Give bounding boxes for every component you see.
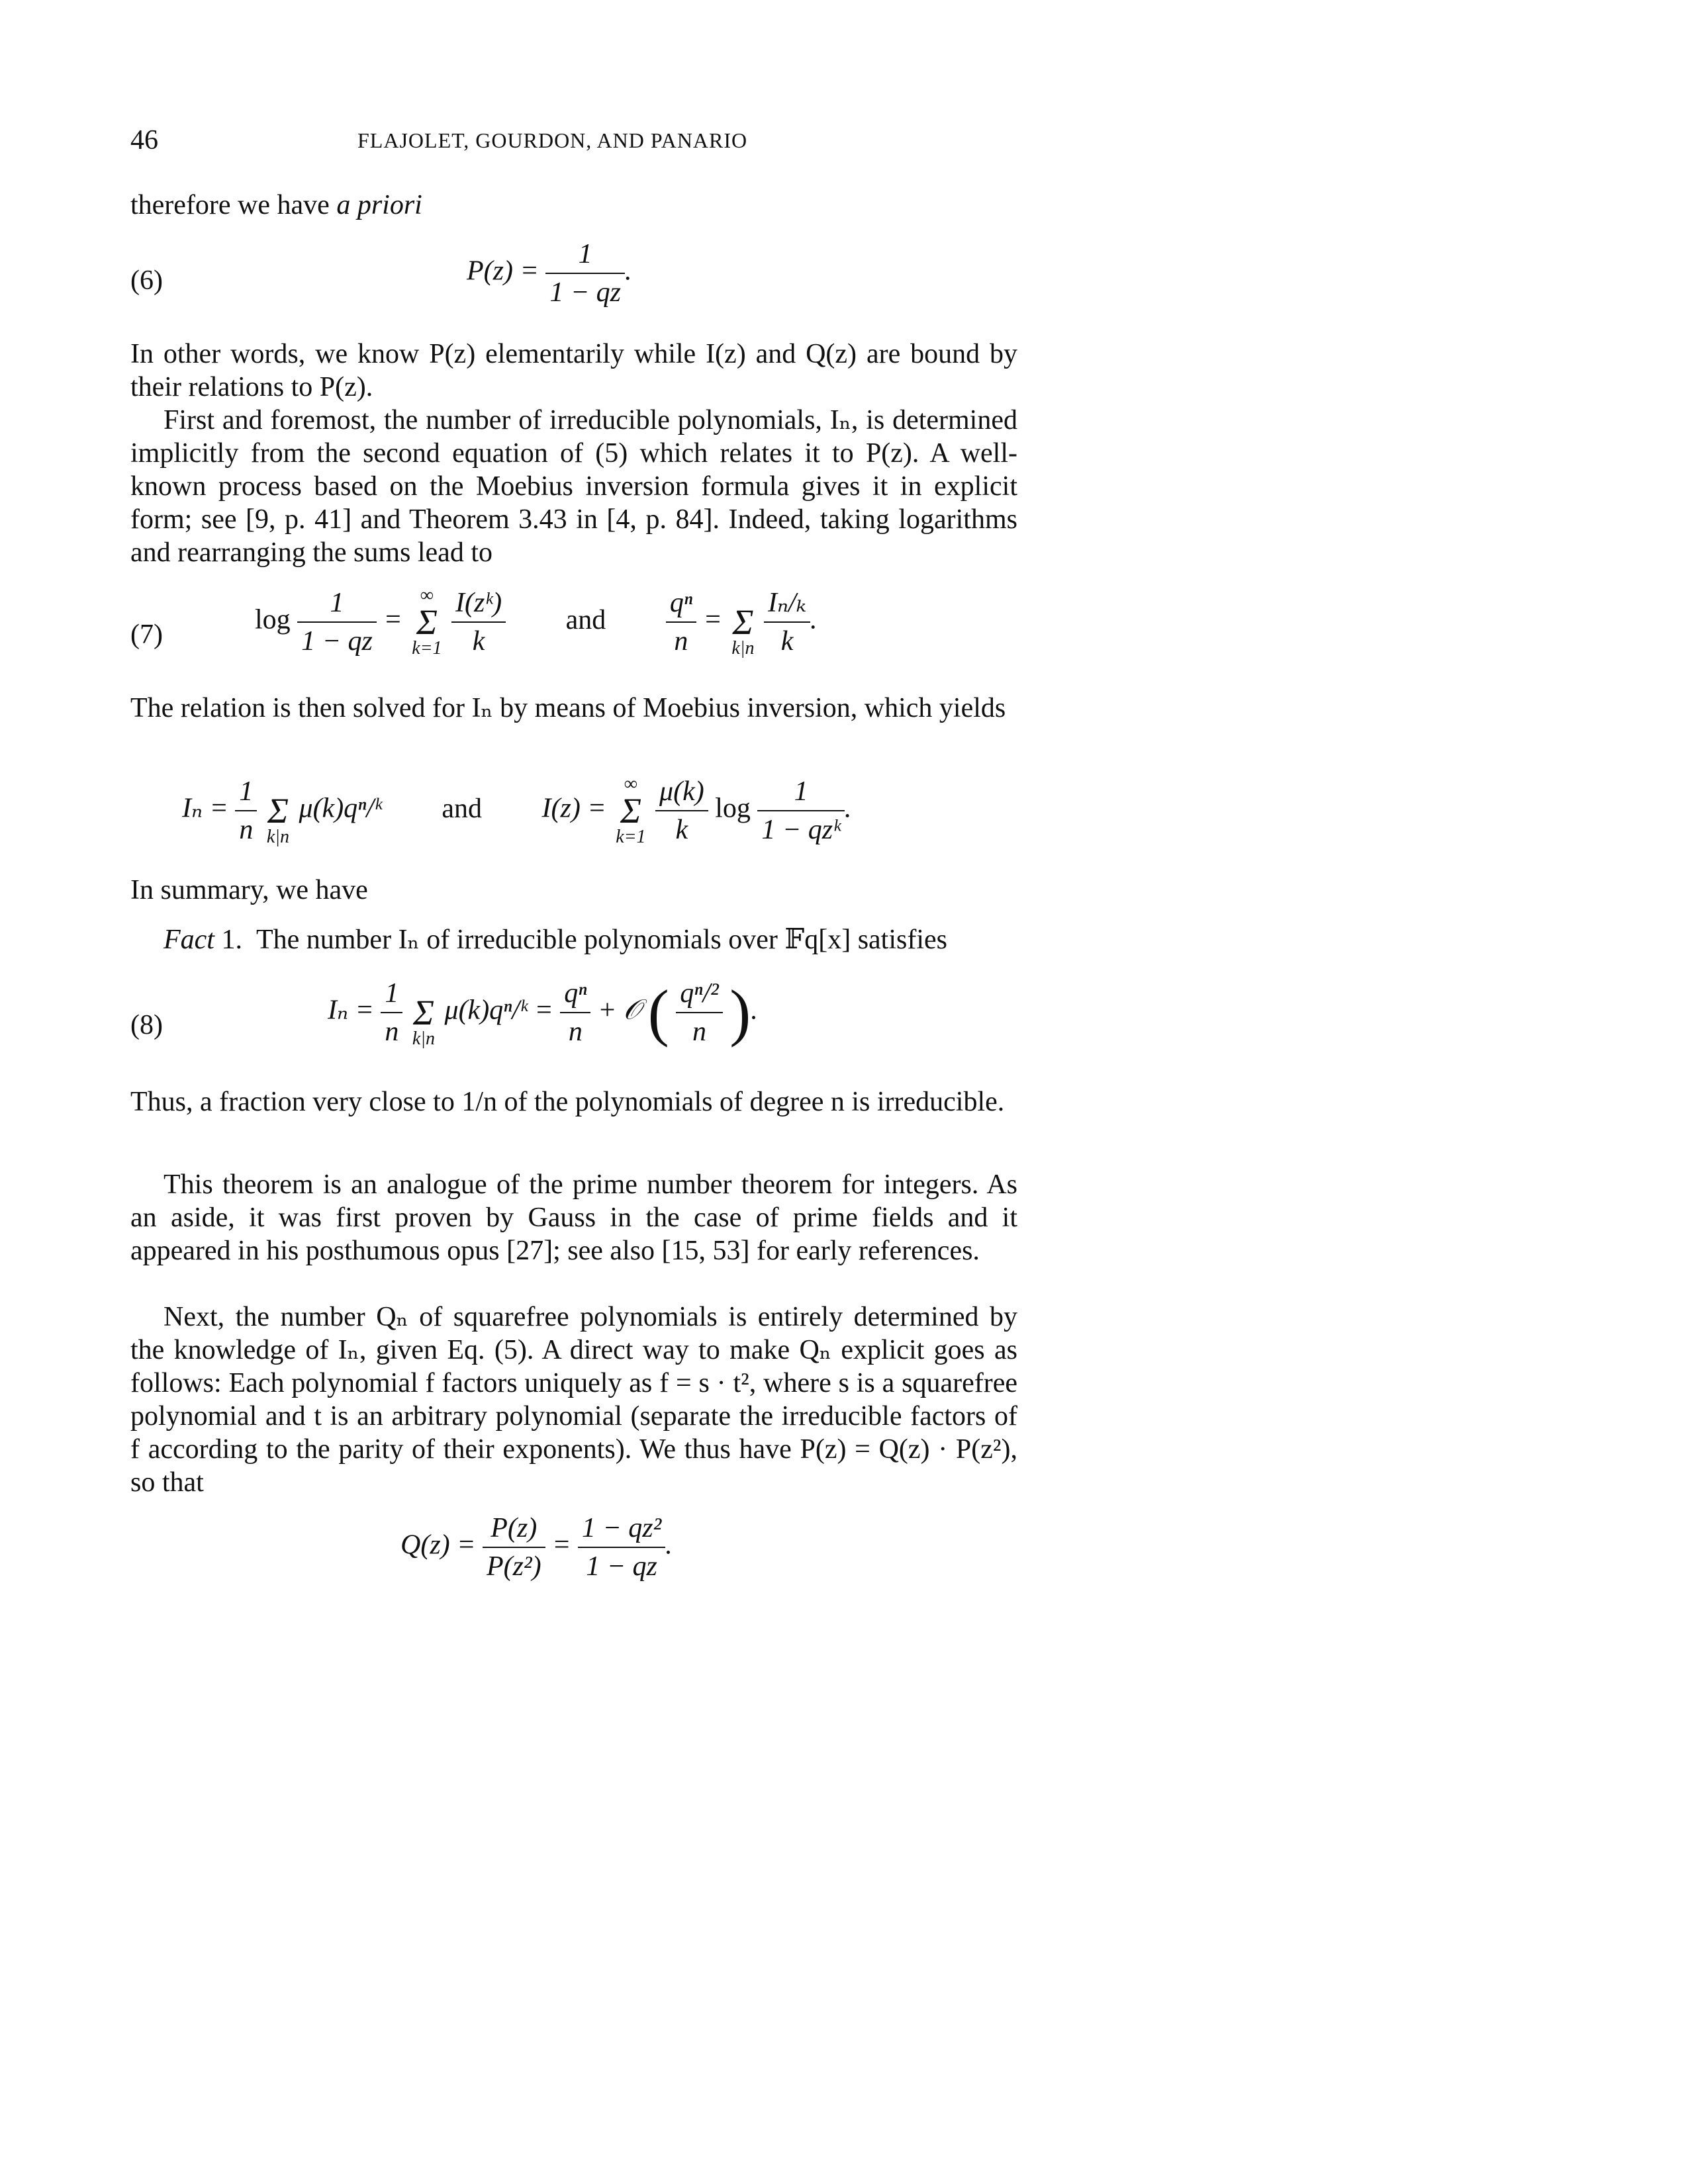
emphasis-a-priori: a priori: [336, 190, 422, 220]
eq8-f1-denominator: n: [385, 1017, 399, 1047]
eq8-fraction-1: [381, 978, 402, 1048]
eq8-fraction-2: [560, 978, 590, 1048]
inv-f3-denominator: 1 − qzᵏ: [761, 815, 841, 845]
eq7-equals: =: [383, 604, 402, 635]
paragraph-in-summary: In summary, we have: [130, 875, 368, 905]
page-number: 46: [130, 125, 158, 156]
eq6-period: .: [625, 255, 632, 287]
eq8-term: μ(k)qⁿ/ᵏ =: [444, 995, 553, 1026]
eq8-f1-numerator: 1: [381, 978, 402, 1013]
equation-qz: [400, 1512, 673, 1582]
inv-sum1-lower: k|n: [266, 827, 289, 847]
fact-label: Fact: [164, 925, 214, 955]
fact-number: 1.: [221, 925, 242, 955]
eq7-frac1-denominator: 1 − qz: [301, 626, 373, 657]
eq7-fraction-3: [666, 587, 696, 657]
inv-f3-numerator: 1: [757, 776, 845, 811]
inv-f2-numerator: μ(k): [655, 776, 708, 811]
qz-f2-denominator: 1 − qz: [586, 1551, 657, 1582]
eq8-left-paren: (: [647, 977, 669, 1048]
eq6-lhs: P(z) =: [467, 255, 539, 287]
qz-period: .: [665, 1529, 673, 1561]
eq8-fraction-3: [676, 978, 723, 1048]
qz-lhs: Q(z) =: [400, 1529, 476, 1561]
eq7-log: log: [255, 604, 291, 635]
eq7-sum2-lower: k|n: [731, 638, 755, 659]
eq7-sum-2: [731, 586, 754, 659]
eq8-f3-denominator: n: [692, 1017, 706, 1047]
inv-term: μ(k)qⁿ/ᵏ: [299, 793, 382, 824]
eq7-and: and: [565, 604, 606, 635]
inv-sum2-lower: k=1: [616, 827, 646, 847]
inv-fraction-2: [655, 776, 708, 846]
inv-f1-denominator: n: [239, 815, 254, 845]
inv-sum-1: [267, 774, 289, 847]
equation-6: [467, 238, 632, 308]
inv-and: and: [442, 793, 483, 824]
inv-lhs: Iₙ =: [182, 793, 228, 824]
eq7-frac2-denominator: k: [472, 626, 485, 657]
eq8-f3-numerator: qⁿ/²: [676, 978, 723, 1013]
paragraph-other-words: In other words, we know P(z) elementarily while I(z) and Q(z) are bound by their relations to P(z).: [130, 339, 1017, 402]
eq8-lhs: Iₙ =: [328, 995, 374, 1026]
inv-period: .: [844, 793, 852, 824]
inv-sum1-sigma: Σ: [267, 791, 289, 831]
qz-fraction-2: [578, 1512, 665, 1582]
inv-f2-denominator: k: [675, 815, 688, 845]
equation-7: [255, 586, 818, 659]
eq7-frac3-denominator: n: [674, 626, 688, 657]
inv-fraction-1: [235, 776, 257, 846]
running-head: FLAJOLET, GOURDON, AND PANARIO: [357, 128, 748, 152]
qz-equals: =: [552, 1529, 571, 1561]
equation-inversion: [182, 774, 851, 847]
equation-number-7: (7): [130, 619, 163, 650]
eq7-sum1-upper: ∞: [420, 585, 434, 606]
qz-fraction-1: [483, 1512, 545, 1582]
eq7-fraction-4: [764, 587, 810, 657]
equation-number-6: (6): [130, 265, 163, 296]
eq7-period: .: [810, 604, 818, 635]
inv-sum2-upper: ∞: [624, 774, 637, 794]
eq7-fraction-1: [297, 587, 377, 657]
fact-text: The number Iₙ of irreducible polynomials over 𝔽q[x] satisfies: [256, 925, 948, 955]
inv-sum2-sigma: Σ: [620, 791, 641, 831]
eq8-big-o: + 𝒪: [597, 995, 641, 1026]
eq7-fraction-2: [451, 587, 506, 657]
eq7-frac4-denominator: k: [780, 626, 794, 657]
inv-sum-2: [616, 774, 645, 847]
paragraph-irreducible: First and foremost, the number of irreducible polynomials, Iₙ, is determined implicitly from the second equation of (5) which relates it to P(z). A well-known process based on the Moebius inversion formula gives it in explicit form; see [9, p. 41] and Theorem 3.43 in [4, p. 84]. Indeed, taking logarithms and rearranging the sums lead to: [130, 405, 1017, 568]
eq8-sum-sigma: Σ: [412, 993, 434, 1032]
eq7-equals-2: =: [703, 604, 722, 635]
equation-number-8: (8): [130, 1010, 163, 1040]
eq7-frac4-numerator: Iₙ/ₖ: [764, 587, 810, 623]
fact-1: [164, 923, 1024, 956]
eq7-sum1-sigma: Σ: [416, 602, 438, 642]
qz-f1-numerator: P(z): [483, 1512, 545, 1548]
equation-8: [328, 976, 758, 1049]
eq7-sum2-sigma: Σ: [732, 602, 754, 642]
eq7-frac3-numerator: qⁿ: [666, 587, 696, 623]
eq7-frac2-numerator: I(zᵏ): [451, 587, 506, 623]
eq7-sum1-lower: k=1: [412, 638, 442, 659]
eq6-numerator: 1: [545, 238, 625, 274]
eq8-right-paren: ): [729, 977, 751, 1048]
eq6-fraction: [545, 238, 625, 308]
paragraph-relation-solved: The relation is then solved for Iₙ by means of Moebius inversion, which yields: [130, 693, 1006, 723]
eq8-f2-numerator: qⁿ: [560, 978, 590, 1013]
qz-f2-numerator: 1 − qz²: [578, 1512, 665, 1548]
paragraph-fraction-close: Thus, a fraction very close to 1/n of the polynomials of degree n is irreducible.: [130, 1087, 1005, 1117]
eq8-f2-denominator: n: [568, 1017, 583, 1047]
inv-log: log: [715, 793, 751, 824]
eq7-sum-1: [412, 586, 442, 659]
eq8-sum-lower: k|n: [412, 1028, 435, 1049]
paragraph-prime-number-theorem: This theorem is an analogue of the prime number theorem for integers. As an aside, it was first proven by Gauss in the case of prime fields and it appeared in his posthumous opus [27]; see also [15, 53] for early references.: [130, 1169, 1017, 1266]
eq6-denominator: 1 − qz: [549, 277, 622, 308]
paragraph-lead: therefore we have: [130, 190, 337, 220]
inv-f1-numerator: 1: [235, 776, 257, 811]
eq8-period: .: [751, 995, 758, 1026]
qz-f1-denominator: P(z²): [487, 1551, 541, 1582]
paragraph-squarefree: Next, the number Qₙ of squarefree polynomials is entirely determined by the knowledge of Iₙ, given Eq. (5). A direct way to make Qₙ explicit goes as follows: Each polynomial f factors uniquely as f = s · t², where s is a squarefree polynomial and t is an arbitrary polynomial (separate the irreducible factors of f according to the parity of their exponents). We thus have P(z) = Q(z) · P(z²), so that: [130, 1302, 1017, 1498]
eq7-frac1-numerator: 1: [297, 587, 377, 623]
inv-rhs-lhs: I(z) =: [541, 793, 606, 824]
eq8-sum: [412, 976, 435, 1049]
paragraph-a-priori: [130, 189, 1017, 222]
inv-fraction-3: [757, 776, 845, 846]
